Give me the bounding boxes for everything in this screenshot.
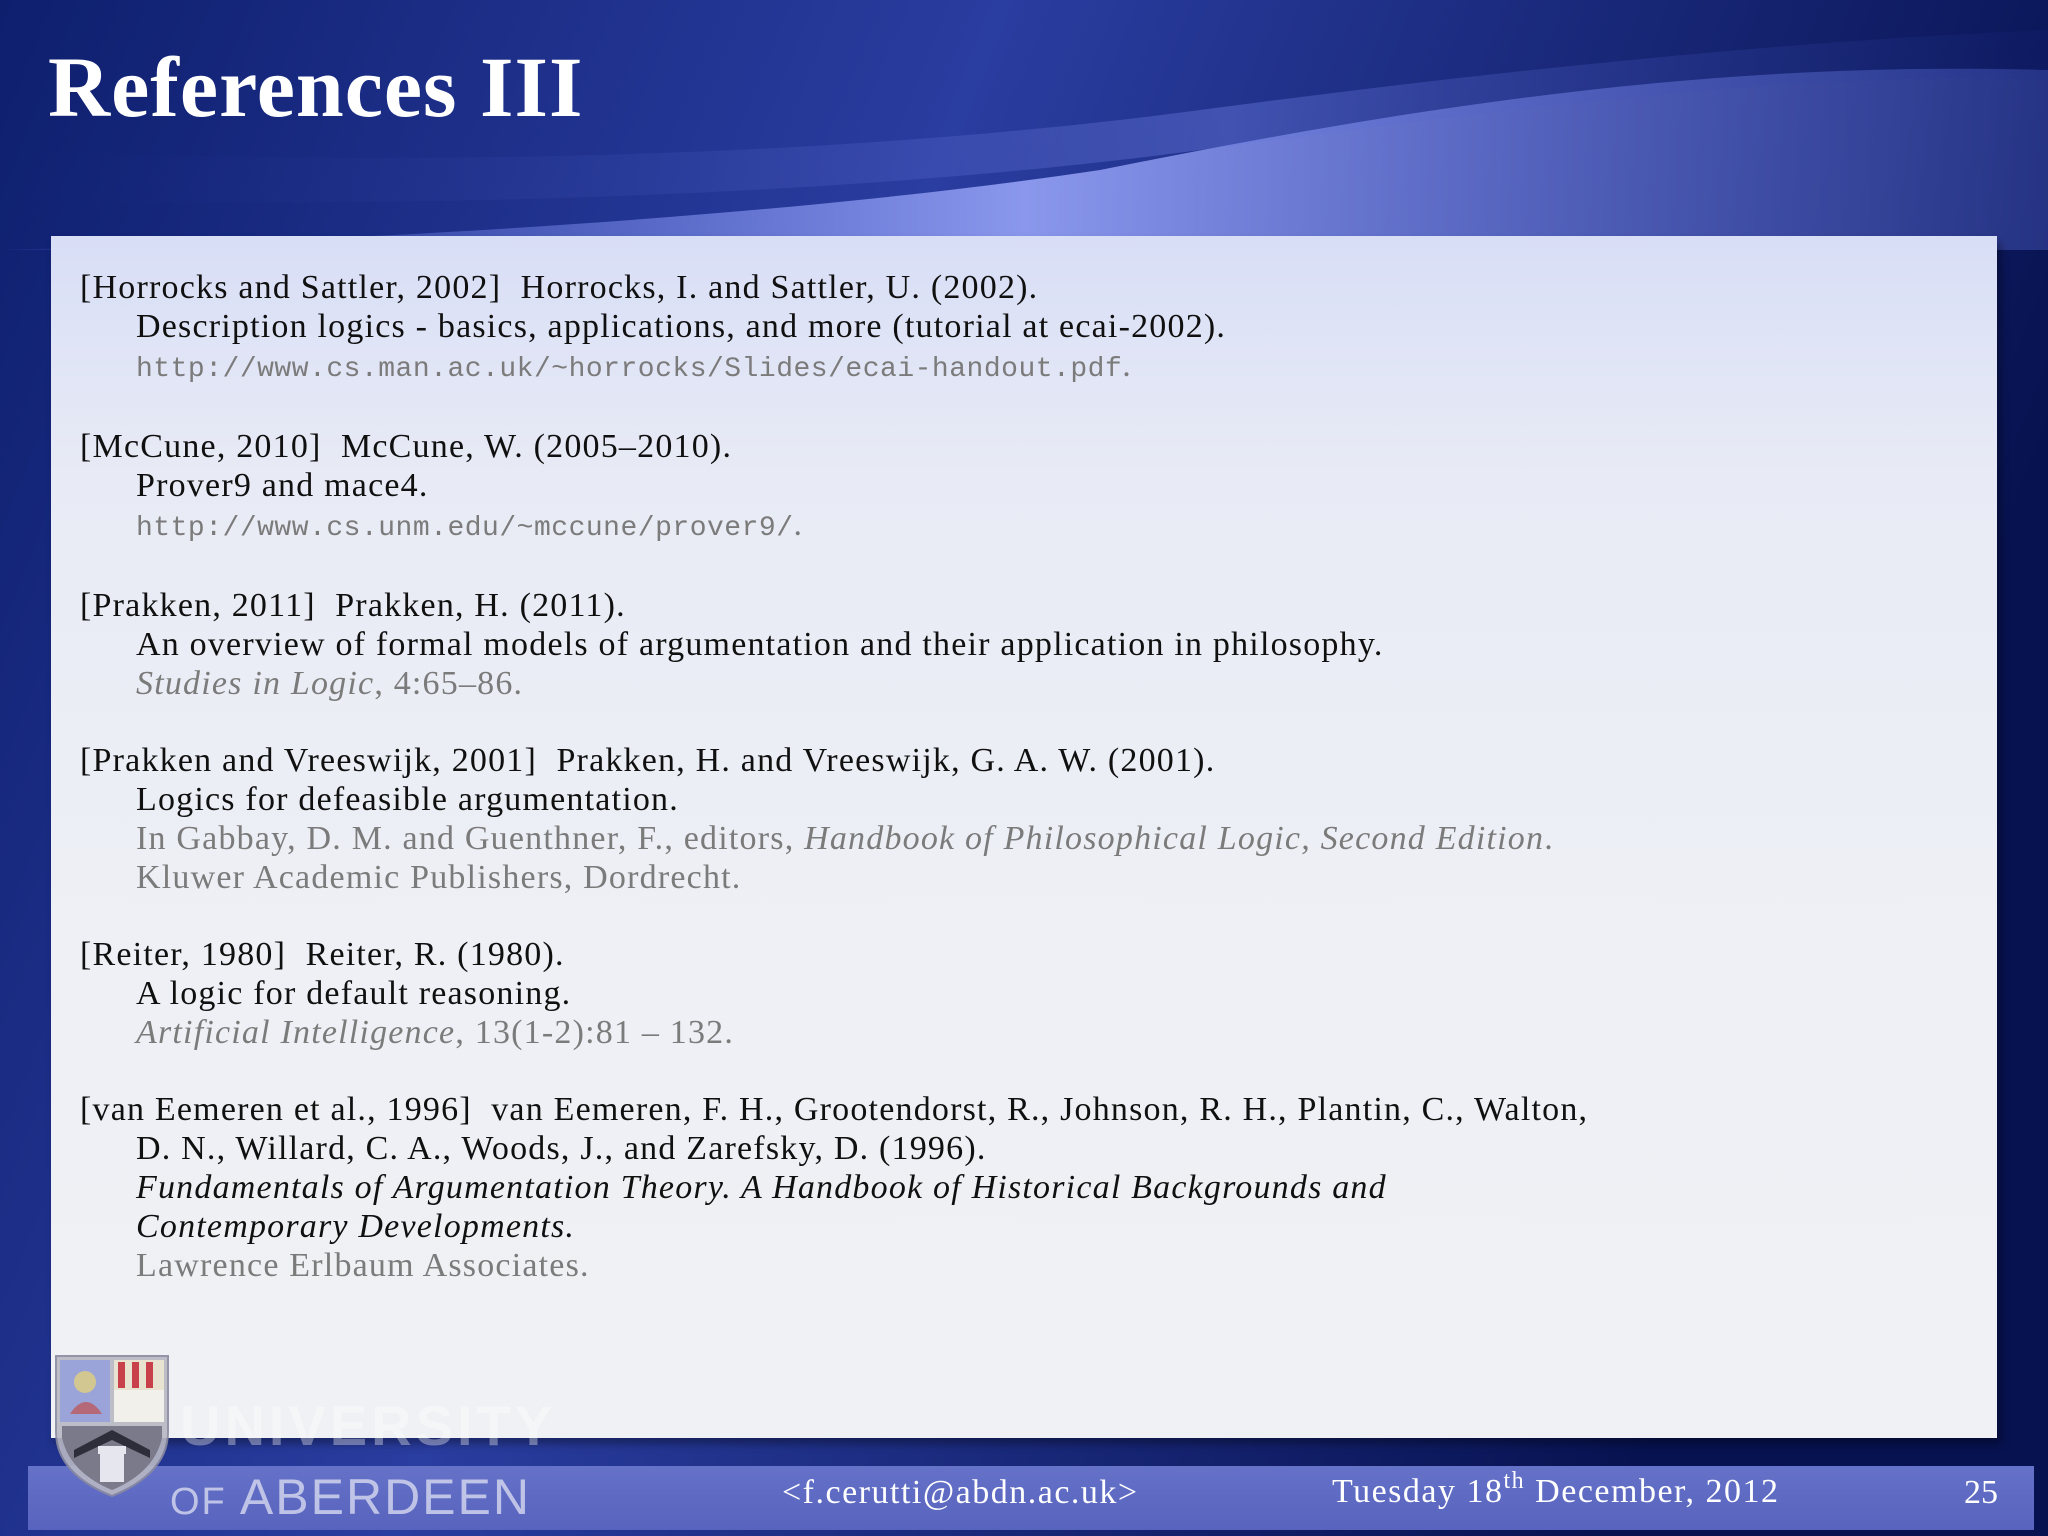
reference-authors: Reiter, R. (1980). [305, 936, 565, 973]
reference-publisher: Lawrence Erlbaum Associates. [136, 1247, 590, 1284]
reference-url: http://www.cs.man.ac.uk/~horrocks/Slides/ecai-handout.pdf [136, 354, 1123, 385]
reference-book-title-continued: Contemporary Developments. [136, 1208, 576, 1245]
reference-venue-details: , 13(1-2):81 – 132. [455, 1014, 735, 1051]
university-crest-icon [52, 1352, 172, 1498]
reference-authors-continued: D. N., Willard, C. A., Woods, J., and Zarefsky, D. (1996). [136, 1130, 987, 1167]
reference-authors: Prakken, H. (2011). [335, 587, 626, 624]
slide-title: References III [48, 39, 584, 135]
reference-item [80, 1090, 1980, 1285]
reference-venue: Artificial Intelligence [136, 1014, 456, 1051]
reference-key: [Prakken, 2011] [80, 587, 316, 624]
reference-key: [van Eemeren et al., 1996] [80, 1091, 472, 1128]
reference-authors: Horrocks, I. and Sattler, U. (2002). [520, 269, 1039, 306]
reference-title: An overview of formal models of argumentation and their application in philosophy. [136, 626, 1384, 663]
page-number: 25 [1964, 1474, 1998, 1511]
reference-url-suffix: . [793, 506, 804, 543]
footer-date-ordinal: th [1503, 1468, 1526, 1494]
reference-url: http://www.cs.unm.edu/~mccune/prover9/ [136, 513, 794, 544]
reference-item [80, 427, 1980, 548]
reference-authors: McCune, W. (2005–2010). [340, 428, 733, 465]
reference-title: Logics for defeasible argumentation. [136, 781, 679, 818]
reference-title: Description logics - basics, applications, and more (tutorial at ecai-2002). [136, 308, 1227, 345]
reference-venue: Handbook of Philosophical Logic, Second Edition [804, 820, 1545, 857]
reference-item [80, 268, 1980, 389]
reference-publisher: Kluwer Academic Publishers, Dordrecht. [136, 859, 742, 896]
reference-venue: Studies in Logic [136, 665, 375, 702]
university-wordmark-line2 [170, 1466, 531, 1529]
reference-list [80, 268, 1980, 1323]
reference-key: [McCune, 2010] [80, 428, 322, 465]
reference-authors: Prakken, H. and Vreeswijk, G. A. W. (2001). [556, 742, 1216, 779]
reference-venue-details: . [1544, 820, 1554, 857]
university-wordmark-name: ABERDEEN [226, 1469, 531, 1525]
reference-key: [Prakken and Vreeswijk, 2001] [80, 742, 538, 779]
reference-item [80, 935, 1980, 1052]
reference-item [80, 741, 1980, 897]
reference-venue-details: , 4:65–86. [374, 665, 524, 702]
university-wordmark-of: OF [170, 1481, 227, 1523]
footer-date-prefix: Tuesday 18 [1332, 1473, 1504, 1510]
reference-title: A logic for default reasoning. [136, 975, 572, 1012]
reference-authors: van Eemeren, F. H., Grootendorst, R., Johnson, R. H., Plantin, C., Walton, [491, 1091, 1589, 1128]
footer-date-suffix: December, 2012 [1525, 1473, 1780, 1510]
reference-key: [Reiter, 1980] [80, 936, 287, 973]
reference-item [80, 586, 1980, 703]
reference-key: [Horrocks and Sattler, 2002] [80, 269, 502, 306]
university-wordmark-line1: UNIVERSITY [180, 1394, 557, 1457]
reference-title: Prover9 and mace4. [136, 467, 429, 504]
footer-email: <f.cerutti@abdn.ac.uk> [782, 1474, 1139, 1511]
footer-date [1332, 1468, 1780, 1516]
reference-url-suffix: . [1122, 347, 1132, 384]
reference-venue-prefix: In Gabbay, D. M. and Guenthner, F., editors, [136, 820, 805, 857]
reference-book-title: Fundamentals of Argumentation Theory. A Handbook of Historical Backgrounds and [136, 1169, 1387, 1206]
